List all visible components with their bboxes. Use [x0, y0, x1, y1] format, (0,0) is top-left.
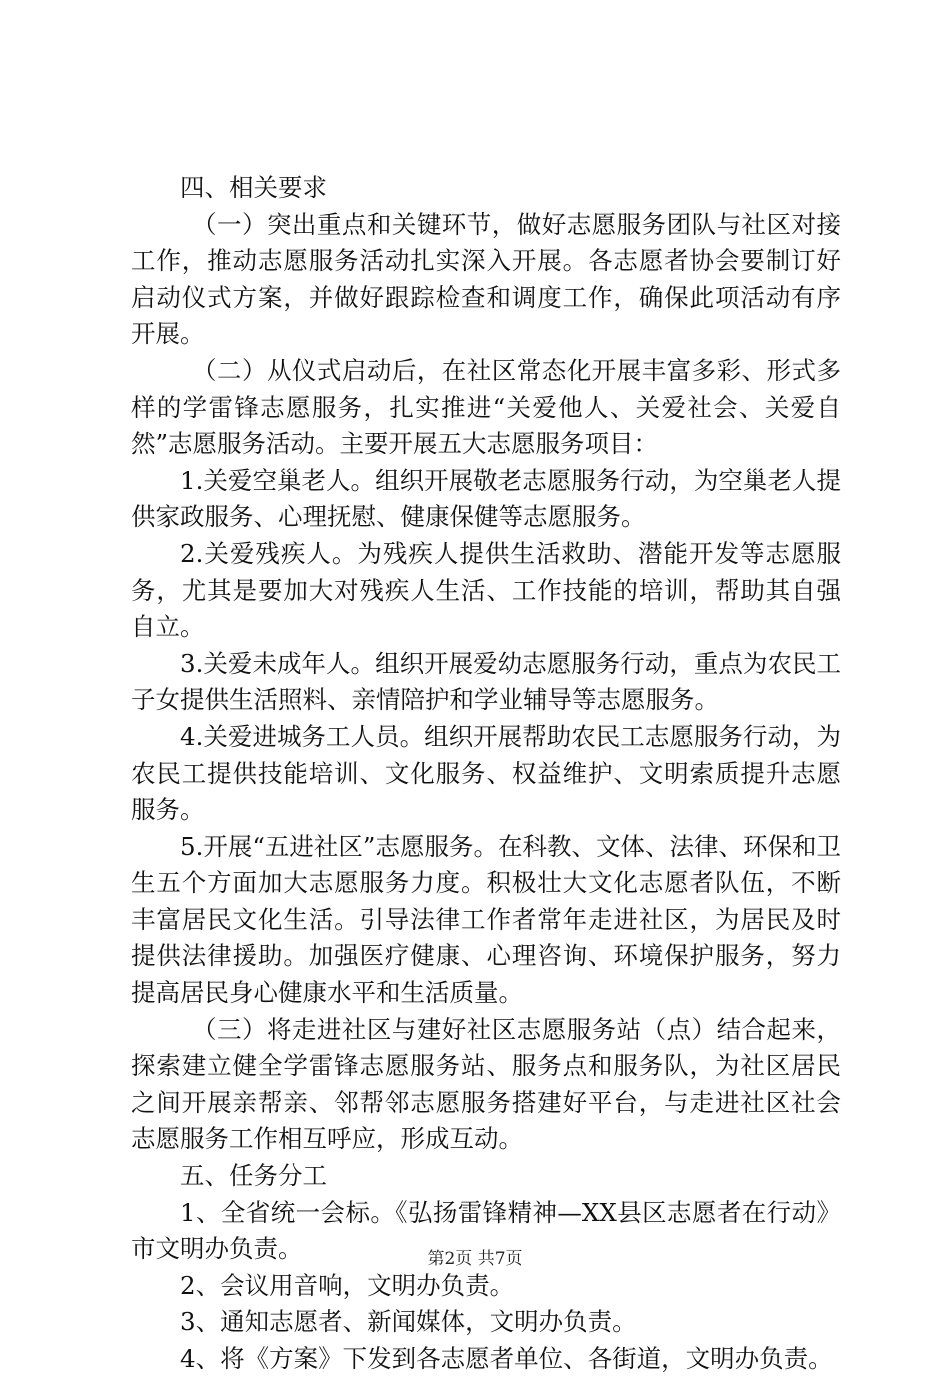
section-heading-task-division: 五、任务分工	[180, 1161, 327, 1191]
document-body	[131, 170, 841, 1378]
page-footer: 第2页 共7页	[427, 1249, 523, 1269]
task-item-4: 4、将《方案》下发到各志愿者单位、各街道，文明办负责。	[180, 1344, 833, 1373]
list-item-migrant-workers: 4.关爱进城务工人员。组织开展帮助农民工志愿服务行动，为农民工提供技能培训、文化服务、权益维护、文明索质提升志愿服务。	[131, 721, 841, 825]
task-item-2: 2、会议用音响，文明办负责。	[180, 1270, 515, 1300]
section-heading-requirements: 四、相关要求	[180, 173, 327, 202]
task-item-3: 3、通知志愿者、新闻媒体，文明办负责。	[180, 1307, 637, 1337]
list-item-empty-nest-elderly: 1.关爱空巢老人。组织开展敬老志愿服务行动，为空巢老人提供家政服务、心理抚慰、健康保健等志愿服务。	[131, 465, 841, 532]
paragraph-requirement-3: （三）将走进社区与建好社区志愿服务站（点）结合起来，探索建立健全学雷锋志愿服务站、服务点和服务队，为社区居民之间开展亲帮亲、邻帮邻志愿服务搭建好平台，与走进社区社会志愿服务工作相互呼应，形成互动。	[131, 1014, 841, 1154]
list-item-minors: 3.关爱未成年人。组织开展爱幼志愿服务行动，重点为农民工子女提供生活照料、亲情陪护和学业辅导等志愿服务。	[131, 648, 841, 715]
paragraph-requirement-2: （二）从仪式启动后，在社区常态化开展丰富多彩、形式多样的学雷锋志愿服务，扎实推进“关爱他人、关爱社会、关爱自然”志愿服务活动。主要开展五大志愿服务项目：	[131, 355, 841, 459]
task-item-1: 1、全省统一会标。《弘扬雷锋精神—XX县区志愿者在行动》市文明办负责。	[131, 1197, 841, 1264]
list-item-five-into-community: 5.开展“五进社区”志愿服务。在科教、文体、法律、环保和卫生五个方面加大志愿服务力度。积极壮大文化志愿者队伍，不断丰富居民文化生活。引导法律工作者常年走进社区，为居民及时提供法律援助。加强医疗健康、心理咨询、环境保护服务，努力提高居民身心健康水平和生活质量。	[131, 831, 841, 1008]
paragraph-requirement-1: （一）突出重点和关键环节，做好志愿服务团队与社区对接工作，推动志愿服务活动扎实深入开展。各志愿者协会要制订好启动仪式方案，并做好跟踪检查和调度工作，确保此项活动有序开展。	[131, 209, 841, 349]
list-item-disabled: 2.关爱残疾人。为残疾人提供生活救助、潜能开发等志愿服务，尤其是要加大对残疾人生活、工作技能的培训，帮助其自强自立。	[131, 538, 841, 642]
